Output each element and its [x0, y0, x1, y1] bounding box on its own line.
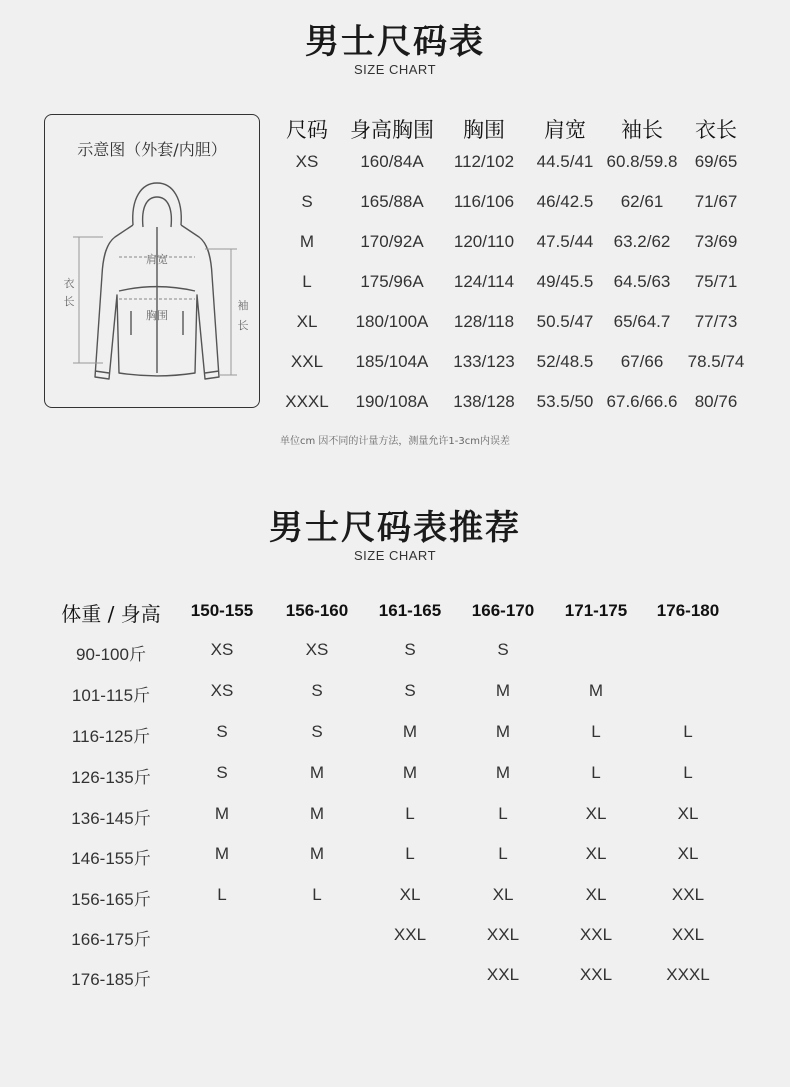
- recommended-size: XXL: [579, 925, 613, 944]
- size-table-header: 肩宽: [544, 118, 586, 142]
- weight-label: 176-185斤: [71, 970, 151, 989]
- size-table-cell: 52/48.5: [536, 352, 594, 371]
- recommended-size: L: [405, 804, 415, 823]
- size-table-cell: 180/100A: [355, 312, 429, 331]
- recommendation-header: 150-155: [190, 601, 254, 620]
- recommended-size: M: [402, 763, 418, 782]
- size-table-cell: 124/114: [453, 272, 515, 291]
- recommended-size: M: [495, 763, 511, 782]
- label-chest: 胸围: [146, 309, 168, 322]
- size-table-cell: 44.5/41: [536, 152, 594, 171]
- size-table-cell: 75/71: [694, 272, 738, 291]
- size-table-cell: XL: [296, 312, 318, 331]
- label-sleeve-1: 袖: [237, 299, 249, 312]
- size-table-cell: 78.5/74: [687, 352, 745, 371]
- recommended-size: XL: [492, 885, 514, 904]
- diagram-caption: 示意图（外套/内胆）: [77, 140, 227, 159]
- size-table-cell: 165/88A: [360, 192, 424, 211]
- recommendation-header: 166-170: [471, 601, 535, 620]
- recommended-size: L: [498, 844, 508, 863]
- recommended-size: M: [214, 804, 230, 823]
- weight-label: 136-145斤: [71, 809, 151, 828]
- size-table-cell: 67.6/66.6: [606, 392, 678, 411]
- jacket-diagram: [44, 114, 260, 408]
- recommended-size: L: [591, 763, 601, 782]
- recommended-size: S: [404, 640, 416, 659]
- recommended-size: M: [214, 844, 230, 863]
- recommended-size: XXL: [486, 965, 520, 984]
- recommended-size: XL: [399, 885, 421, 904]
- size-table-cell: 69/65: [694, 152, 738, 171]
- recommendation-header: 体重 / 身高: [61, 602, 161, 626]
- recommended-size: M: [495, 722, 511, 741]
- size-table-cell: 112/102: [453, 152, 515, 171]
- recommended-size: M: [309, 763, 325, 782]
- label-sleeve-2: 长: [237, 319, 249, 332]
- recommended-size: M: [309, 804, 325, 823]
- size-table-cell: 80/76: [694, 392, 738, 411]
- size-table-cell: M: [299, 232, 315, 251]
- size-table-cell: 71/67: [694, 192, 738, 211]
- recommended-size: XXL: [579, 965, 613, 984]
- weight-label: 146-155斤: [71, 849, 151, 868]
- recommended-size: M: [309, 844, 325, 863]
- weight-label: 156-165斤: [71, 890, 151, 909]
- size-table-cell: 128/118: [453, 312, 515, 331]
- jacket-outline-icon: [45, 115, 261, 409]
- size-table-cell: 133/123: [453, 352, 515, 371]
- size-table-cell: 47.5/44: [536, 232, 594, 251]
- recommended-size: L: [591, 722, 601, 741]
- size-table-cell: 120/110: [453, 232, 515, 251]
- size-table-cell: 67/66: [620, 352, 664, 371]
- recommendation-subtitle: SIZE CHART: [353, 548, 437, 563]
- recommended-size: XS: [210, 640, 234, 659]
- recommended-size: XXXL: [666, 965, 710, 984]
- size-table-cell: XS: [295, 152, 319, 171]
- recommendation-header: 171-175: [564, 601, 628, 620]
- size-table-cell: 64.5/63: [613, 272, 671, 291]
- size-table-cell: 60.8/59.8: [606, 152, 678, 171]
- recommendation-header: 161-165: [378, 601, 442, 620]
- size-chart-subtitle: SIZE CHART: [353, 62, 437, 77]
- recommended-size: S: [404, 681, 416, 700]
- size-table-cell: 116/106: [453, 192, 515, 211]
- size-table-cell: 62/61: [620, 192, 664, 211]
- recommended-size: XXL: [671, 925, 705, 944]
- size-table-cell: S: [301, 192, 313, 211]
- size-table-cell: 170/92A: [360, 232, 424, 251]
- recommendation-header: 156-160: [285, 601, 349, 620]
- measurement-note: 单位cm 因不同的计量方法，测量允许1-3cm内误差: [280, 436, 510, 447]
- weight-label: 101-115斤: [71, 686, 151, 705]
- recommended-size: M: [588, 681, 604, 700]
- size-table-cell: 175/96A: [360, 272, 424, 291]
- size-table-cell: 77/73: [694, 312, 738, 331]
- recommended-size: XL: [677, 844, 699, 863]
- size-table-header: 袖长: [621, 118, 663, 142]
- recommended-size: XL: [677, 804, 699, 823]
- recommended-size: XXL: [486, 925, 520, 944]
- recommended-size: XXL: [393, 925, 427, 944]
- size-table-cell: 190/108A: [355, 392, 429, 411]
- size-table-cell: 50.5/47: [536, 312, 594, 331]
- recommended-size: XL: [585, 804, 607, 823]
- size-table-cell: 138/128: [453, 392, 515, 411]
- recommendation-header: 176-180: [656, 601, 720, 620]
- size-table-cell: 160/84A: [360, 152, 424, 171]
- recommended-size: XXL: [671, 885, 705, 904]
- recommendation-title: 男士尺码表推荐: [269, 508, 521, 548]
- size-table-cell: XXL: [290, 352, 324, 371]
- weight-label: 126-135斤: [71, 768, 151, 787]
- size-table-cell: 63.2/62: [613, 232, 671, 251]
- label-shoulder: 肩宽: [146, 253, 168, 266]
- recommended-size: L: [498, 804, 508, 823]
- recommended-size: M: [495, 681, 511, 700]
- size-table-cell: 65/64.7: [613, 312, 671, 331]
- size-table-header: 身高胸围: [350, 118, 434, 142]
- recommended-size: XS: [305, 640, 329, 659]
- size-table-header: 衣长: [695, 118, 737, 142]
- weight-label: 166-175斤: [71, 930, 151, 949]
- recommended-size: L: [683, 763, 693, 782]
- size-table-cell: L: [302, 272, 312, 291]
- recommended-size: XL: [585, 885, 607, 904]
- label-length-2: 长: [63, 295, 75, 308]
- size-table-cell: 53.5/50: [536, 392, 594, 411]
- size-chart-title: 男士尺码表: [305, 22, 485, 62]
- recommended-size: M: [402, 722, 418, 741]
- recommended-size: L: [312, 885, 322, 904]
- recommended-size: S: [311, 722, 323, 741]
- label-length-1: 衣: [63, 277, 75, 290]
- size-table-cell: XXXL: [285, 392, 329, 411]
- recommended-size: L: [683, 722, 693, 741]
- weight-label: 90-100斤: [76, 645, 146, 664]
- recommended-size: L: [405, 844, 415, 863]
- recommended-size: S: [497, 640, 509, 659]
- recommended-size: S: [216, 763, 228, 782]
- recommended-size: S: [311, 681, 323, 700]
- size-table-cell: 185/104A: [355, 352, 429, 371]
- recommended-size: XL: [585, 844, 607, 863]
- weight-label: 116-125斤: [71, 727, 151, 746]
- size-table-header: 尺码: [286, 118, 328, 142]
- size-table-cell: 49/45.5: [536, 272, 594, 291]
- recommended-size: S: [216, 722, 228, 741]
- size-table-cell: 73/69: [694, 232, 738, 251]
- size-table-header: 胸围: [463, 118, 505, 142]
- size-table-cell: 46/42.5: [536, 192, 594, 211]
- recommended-size: XS: [210, 681, 234, 700]
- recommended-size: L: [217, 885, 227, 904]
